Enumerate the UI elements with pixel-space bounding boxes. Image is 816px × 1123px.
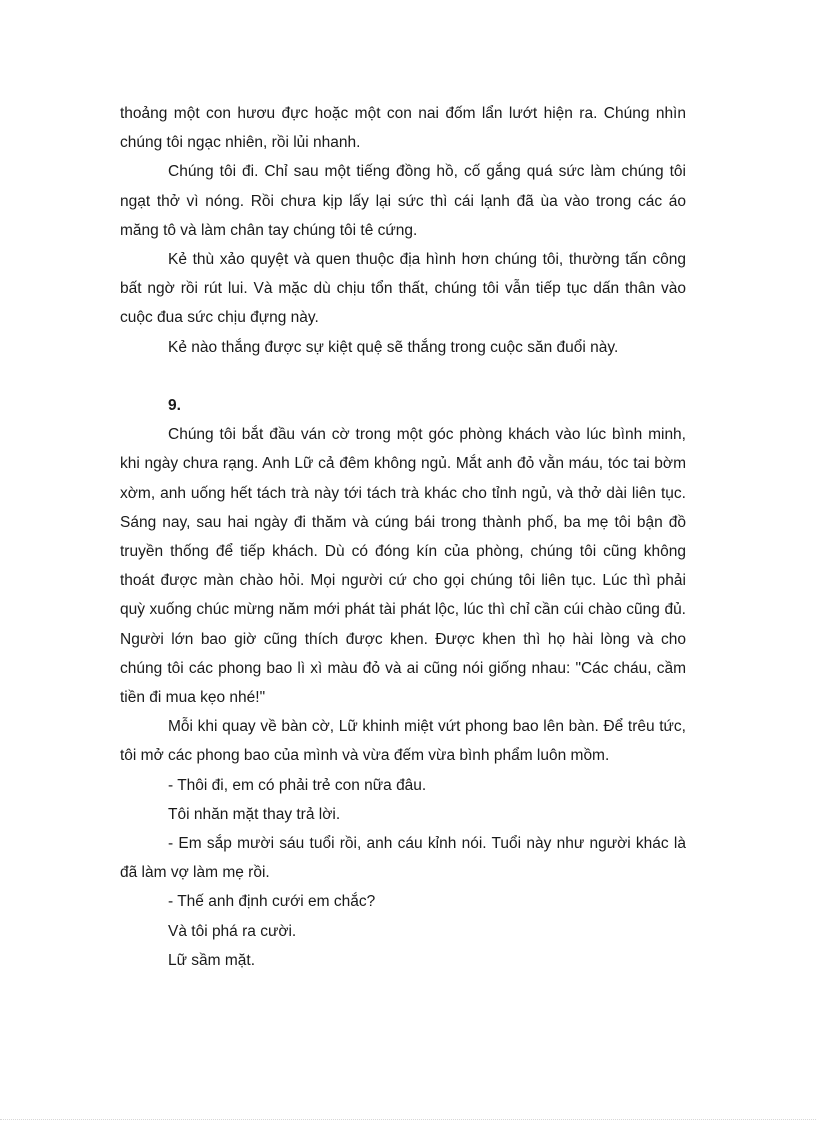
dialogue-line: - Thôi đi, em có phải trẻ con nữa đâu. bbox=[168, 776, 427, 794]
paragraph: Lữ sầm mặt. bbox=[168, 951, 256, 969]
paragraph: Kẻ thù xảo quyệt và quen thuộc địa hình hơn chúng tôi, thường tấn công bất ngờ rồi rút lui. Và mặc dù chịu tổn thất, chúng tôi vẫn tiếp tục dấn thân vào cuộc đua sức chịu đựng này. bbox=[120, 251, 686, 327]
paragraph: Chúng tôi bắt đầu ván cờ trong một góc phòng khách vào lúc bình minh, khi ngày chưa rạng. Anh Lữ cả đêm không ngủ. Mắt anh đỏ vằn máu, tóc tai bờm xờm, anh uống hết tách trà này tới tách trà khác cho tỉnh ngủ, và thở dài liên tục. Sáng nay, sau hai ngày đi thăm và cúng bái trong thành phố, ba mẹ tôi bận đồ truyền thống để tiếp khách. Dù có đóng kín của phòng, chúng tôi cũng không thoát được màn chào hỏi. Mọi người cứ cho gọi chúng tôi liên tục. Lúc thì phải quỳ xuống chúc mừng năm mới phát tài phát lộc, lúc thì chỉ cần cúi chào cũng đủ. Người lớn bao giờ cũng thích được khen. Được khen thì họ hài lòng và cho chúng tôi các phong bao lì xì màu đỏ và ai cũng nói giống nhau: "Các cháu, cầm tiền đi mua kẹo nhé!" bbox=[120, 426, 686, 707]
paragraph: Mỗi khi quay về bàn cờ, Lữ khinh miệt vứt phong bao lên bàn. Để trêu tức, tôi mở các phong bao của mình và vừa đếm vừa bình phẩm luôn mồm. bbox=[120, 718, 686, 765]
page-bottom-divider bbox=[0, 1119, 816, 1120]
paragraph: Chúng tôi đi. Chỉ sau một tiếng đồng hồ, cố gắng quá sức làm chúng tôi ngạt thở vì nóng. Rồi chưa kịp lấy lại sức thì cái lạnh đã ùa vào trong các áo măng tô và làm chân tay chúng tôi tê cứng. bbox=[120, 163, 686, 239]
section-heading: 9. bbox=[168, 397, 181, 415]
dialogue-line: - Thế anh định cưới em chắc? bbox=[168, 893, 376, 911]
paragraph: Và tôi phá ra cười. bbox=[168, 922, 297, 940]
dialogue-line: - Em sắp mười sáu tuổi rồi, anh cáu kỉnh nói. Tuổi này như người khác là đã làm vợ làm mẹ rồi. bbox=[120, 835, 686, 882]
paragraph: Kẻ nào thắng được sự kiệt quệ sẽ thắng trong cuộc săn đuổi này. bbox=[168, 338, 619, 356]
paragraph: thoảng một con hươu đực hoặc một con nai đốm lẩn lướt hiện ra. Chúng nhìn chúng tôi ngạc nhiên, rồi lủi nhanh. bbox=[120, 105, 686, 152]
document-body bbox=[120, 99, 686, 975]
paragraph: Tôi nhăn mặt thay trả lời. bbox=[168, 805, 341, 823]
